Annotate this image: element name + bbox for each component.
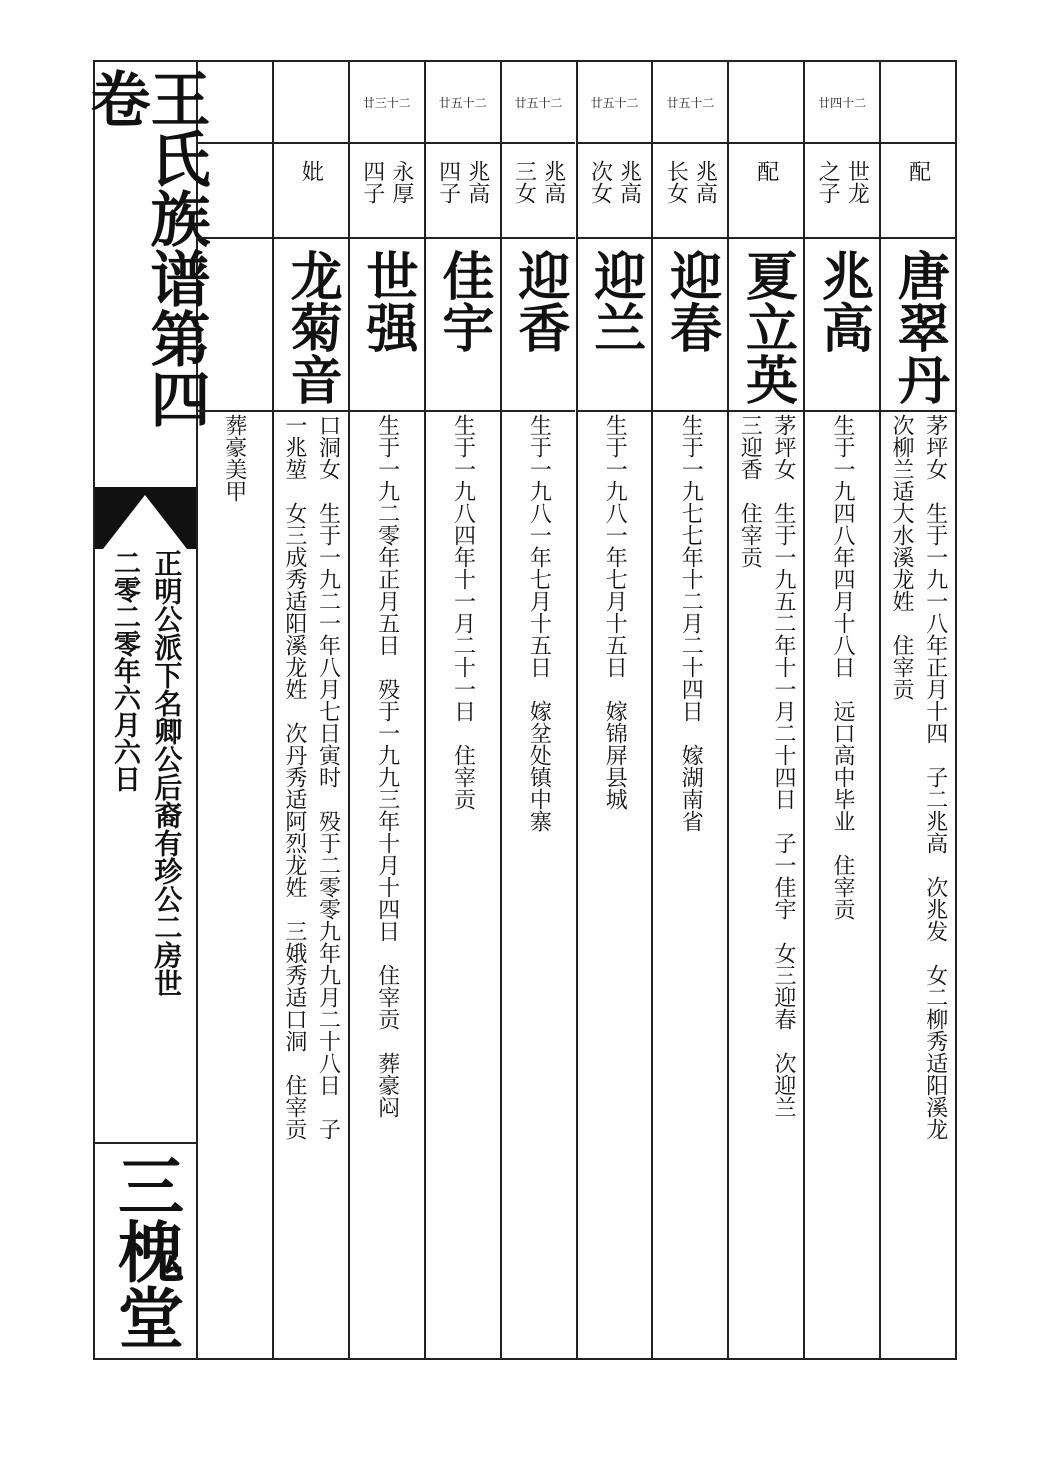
- entry-column: [196, 62, 272, 1358]
- generation-label: 廿五十二: [666, 95, 715, 110]
- spine-panel: [80, 62, 211, 1358]
- person-name: 龙菊音: [281, 249, 343, 405]
- hall-name: [95, 1142, 196, 1360]
- biography-text: 一兆堃 女三成秀适阳溪龙姓 次丹秀适阿烈龙姓 三娥秀适口洞 住宰贡: [281, 414, 307, 1140]
- relation-text: 妣: [298, 160, 324, 182]
- biography-cell: [881, 410, 955, 1358]
- biography-cell: [653, 410, 727, 1358]
- generation-cell: [274, 62, 348, 144]
- fishtail-icon: [95, 487, 196, 549]
- relation-text: 配: [905, 160, 931, 182]
- biography-text: 生于一九七七年十二月二十四日 嫁湖南省: [678, 414, 704, 832]
- name-cell: [653, 237, 727, 412]
- book-title: [80, 62, 211, 487]
- fishtail-ornament: [95, 487, 196, 549]
- generation-label: 廿五十二: [514, 95, 563, 110]
- generation-label: 廿五十二: [438, 95, 487, 110]
- name-cell: [729, 237, 803, 412]
- relation-cell: [805, 142, 879, 239]
- name-cell: [578, 237, 652, 412]
- biography-cell: [274, 410, 348, 1358]
- lineage-text: 正明公派下名卿公后裔有珍公二房世: [150, 549, 184, 997]
- generation-cell: [502, 62, 576, 144]
- relation-text: 兆高: [616, 160, 642, 204]
- entry-column: [803, 62, 879, 1358]
- compile-date: 二零二零年六月六日: [108, 549, 140, 792]
- biography-cell: [196, 410, 272, 1358]
- entry-column: [727, 62, 803, 1358]
- generation-label: 廿三十二: [362, 95, 411, 110]
- entry-column: [651, 62, 727, 1358]
- generation-cell: [350, 62, 424, 144]
- biography-text: 葬豪美甲: [221, 414, 247, 502]
- generation-cell: [805, 62, 879, 144]
- hall-name-text: 三槐堂: [106, 1152, 185, 1350]
- entry-column: [500, 62, 576, 1358]
- person-name: 兆高: [812, 249, 874, 353]
- person-name: 唐翠丹: [888, 249, 950, 405]
- biography-text: 生于一九四八年四月十八日 远口高中毕业 住宰贡: [829, 414, 855, 920]
- relation-cell: [729, 142, 803, 239]
- person-name: 迎香: [508, 249, 570, 353]
- relation-cell: [274, 142, 348, 239]
- person-name: 迎兰: [584, 249, 646, 353]
- relation-text: 兆高: [464, 160, 490, 204]
- relation-cell: [196, 142, 272, 239]
- relation-cell: [350, 142, 424, 239]
- biography-text: 生于一九八一年七月十五日 嫁坌处镇中寨: [526, 414, 552, 832]
- name-cell: [426, 237, 500, 412]
- biography-text: 茅坪女 生于一九五二年十一月二十四日 子一佳宇 女三迎春 次迎兰: [770, 414, 796, 1118]
- name-cell: [274, 237, 348, 412]
- name-cell: [805, 237, 879, 412]
- biography-cell: [426, 410, 500, 1358]
- generation-cell: [653, 62, 727, 144]
- biography-cell: [578, 410, 652, 1358]
- generation-cell: [881, 62, 955, 144]
- relation-text: 四子: [435, 160, 461, 204]
- book-title-text: 王氏族谱第四卷: [80, 68, 211, 428]
- name-cell: [502, 237, 576, 412]
- biography-cell: [502, 410, 576, 1358]
- relation-text: 次女: [587, 160, 613, 204]
- relation-text: 长女: [663, 160, 689, 204]
- relation-text: 配: [753, 160, 779, 182]
- relation-cell: [578, 142, 652, 239]
- entry-column: [576, 62, 652, 1358]
- biography-text: 生于一九八四年十一月二十一日 住宰贡: [450, 414, 476, 810]
- relation-text: 永厚: [388, 160, 414, 204]
- generation-label: 廿四十二: [818, 95, 867, 110]
- relation-text: 世龙: [844, 160, 870, 204]
- name-cell: [350, 237, 424, 412]
- biography-cell: [729, 410, 803, 1358]
- entry-columns: [196, 62, 955, 1358]
- biography-cell: [805, 410, 879, 1358]
- spine-subtitle: [95, 549, 196, 1141]
- entry-column: [272, 62, 348, 1358]
- generation-cell: [196, 62, 272, 144]
- relation-cell: [653, 142, 727, 239]
- relation-text: 四子: [359, 160, 385, 204]
- biography-text: 生于一九八一年七月十五日 嫁锦屏县城: [602, 414, 628, 810]
- person-name: 迎春: [660, 249, 722, 353]
- biography-cell: [350, 410, 424, 1358]
- person-name: 佳宇: [432, 249, 494, 353]
- biography-text: 三迎香 住宰贡: [737, 414, 763, 568]
- relation-cell: [502, 142, 576, 239]
- biography-text: 次柳兰适大水溪龙姓 住宰贡: [889, 414, 915, 700]
- entry-column: [879, 62, 955, 1358]
- generation-cell: [578, 62, 652, 144]
- biography-text: 茅坪女 生于一九一八年正月十四 子二兆高 次兆发 女二柳秀适阳溪龙: [922, 414, 948, 1140]
- person-name: 世强: [357, 249, 419, 353]
- relation-text: 兆高: [692, 160, 718, 204]
- biography-text: 生于一九二零年正月五日 殁于一九九三年十月十四日 住宰贡 葬豪闷: [374, 414, 400, 1118]
- generation-label: 廿五十二: [590, 95, 639, 110]
- biography-text: 口洞女 生于一九二一年八月七日寅时 殁于二零零九年九月二十八日 子: [315, 414, 341, 1140]
- entry-column: [424, 62, 500, 1358]
- name-cell: [881, 237, 955, 412]
- generation-cell: [426, 62, 500, 144]
- name-cell: [196, 237, 272, 412]
- person-name: 夏立英: [736, 249, 798, 405]
- relation-text: 之子: [815, 160, 841, 204]
- genealogy-page: [80, 60, 957, 1360]
- relation-cell: [426, 142, 500, 239]
- entry-column: [348, 62, 424, 1358]
- relation-text: 兆高: [540, 160, 566, 204]
- relation-text: 三女: [511, 160, 537, 204]
- generation-cell: [729, 62, 803, 144]
- relation-cell: [881, 142, 955, 239]
